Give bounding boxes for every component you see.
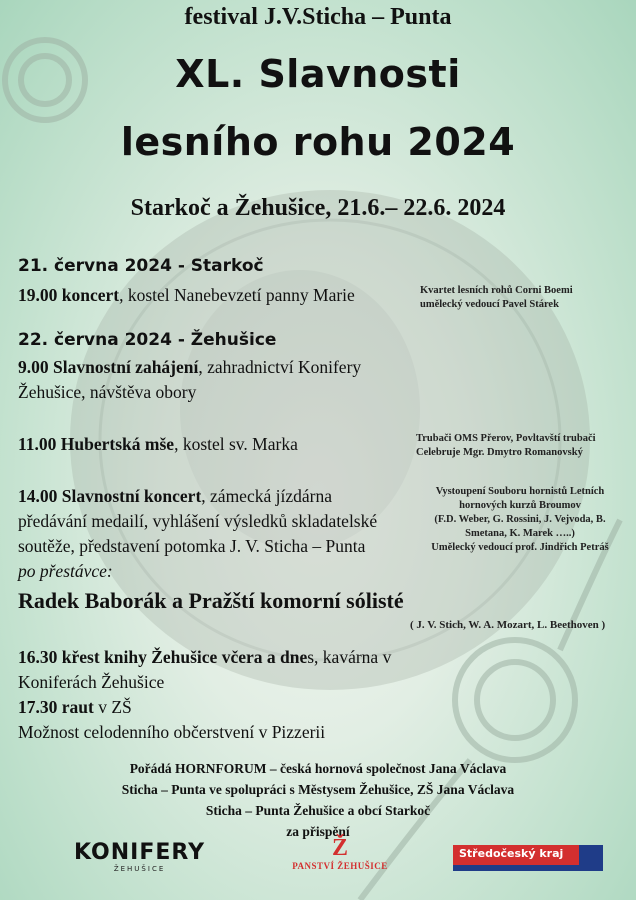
event-detail: s, kavárna v <box>307 647 392 667</box>
note-line: hornových kurzů Broumov <box>459 500 581 511</box>
zehusice-logo-text: PANSTVÍ ŽEHUŠICE <box>292 861 388 871</box>
page-title-line2: lesního rohu 2024 <box>120 120 516 164</box>
event-detail: , zámecká jízdárna <box>201 486 332 506</box>
day2-note3 <box>414 485 626 555</box>
event-time-title: 9.00 Slavnostní zahájení <box>18 357 199 377</box>
day2-event4 <box>18 645 391 695</box>
stredocesky-kraj-logo <box>453 845 603 871</box>
page-subtitle: Starkoč a Žehušice, 21.6.– 22.6. 2024 <box>130 195 506 221</box>
composers-note: ( J. V. Stich, W. A. Mozart, L. Beethoven ) <box>410 619 606 631</box>
note-line: Trubači OMS Přerov, Povltavští trubači <box>416 433 596 444</box>
footer-line: Sticha – Punta Žehušice a obcí Starkoč <box>205 803 431 818</box>
day1-note <box>420 284 620 312</box>
page-title-line1: XL. Slavnosti <box>175 52 461 96</box>
note-line: Kvartet lesních rohů Corni Boemi <box>420 285 573 296</box>
day2-event2 <box>18 432 298 457</box>
konifery-logo-text: KONIFERY <box>74 840 206 865</box>
note-line: umělecký vedoucí Pavel Stárek <box>420 299 559 310</box>
event-detail: , zahradnictví Konifery <box>198 357 362 377</box>
footer-line: Pořádá HORNFORUM – česká hornová společnost Jana Václava <box>129 761 507 776</box>
event-detail-line4: po přestávce: <box>18 561 113 581</box>
day2-note2 <box>416 432 626 460</box>
note-line: Umělecký vedoucí prof. Jindřich Petráš <box>431 542 609 553</box>
konifery-logo <box>74 840 205 873</box>
event-detail-line2: předávání medailí, vyhlášení výsledků skladatelské <box>18 511 378 531</box>
event-detail-line3: soutěže, představení potomka J. V. Sticha – Punta <box>18 536 366 556</box>
footer-line: za přispění <box>286 824 350 839</box>
event-time-title: 19.00 koncert <box>18 285 120 305</box>
konifery-logo-subtext: ŽEHUŠICE <box>113 865 166 873</box>
day2-event1 <box>18 355 361 405</box>
day2-event5 <box>18 695 132 720</box>
event-detail: , kostel sv. Marka <box>174 434 298 454</box>
day1-heading: 21. června 2024 - Starkoč <box>18 256 264 276</box>
event-detail: , kostel Nanebevzetí panny Marie <box>119 285 355 305</box>
organizer-footer <box>0 758 636 842</box>
festival-name: festival J.V.Sticha – Punta <box>184 4 452 30</box>
day2-heading: 22. června 2024 - Žehušice <box>18 330 277 350</box>
note-line: Celebruje Mgr. Dmytro Romanovský <box>416 447 583 458</box>
note-line: Smetana, K. Marek …..) <box>465 528 575 539</box>
footer-line: Sticha – Punta ve spolupráci s Městysem Žehušice, ZŠ Jana Václava <box>121 782 515 797</box>
event-time-title: 14.00 Slavnostní koncert <box>18 486 202 506</box>
event-detail-line2: Žehušice, návštěva obory <box>18 382 197 402</box>
day2-event6: Možnost celodenního občerstvení v Pizzerii <box>18 722 326 742</box>
day1-event1 <box>18 283 355 308</box>
zehusice-logo-mark: Ž <box>331 835 348 861</box>
note-line: Vystoupení Souboru hornistů Letních <box>435 486 605 497</box>
soloists-heading: Radek Baborák a Pražští komorní sólisté <box>18 588 404 613</box>
note-line: (F.D. Weber, G. Rossini, J. Vejvoda, B. <box>434 514 606 525</box>
event-detail: v ZŠ <box>93 697 132 717</box>
zehusice-logo <box>285 835 395 871</box>
day2-event3 <box>18 484 377 584</box>
event-time-title: 17.30 raut <box>18 697 94 717</box>
stredocesky-logo-text: Středočeský kraj <box>459 847 564 860</box>
event-time-title: 16.30 křest knihy Žehušice včera a dne <box>18 647 308 667</box>
event-time-title: 11.00 Hubertská mše <box>18 434 175 454</box>
event-detail-line2: Koniferách Žehušice <box>18 672 165 692</box>
